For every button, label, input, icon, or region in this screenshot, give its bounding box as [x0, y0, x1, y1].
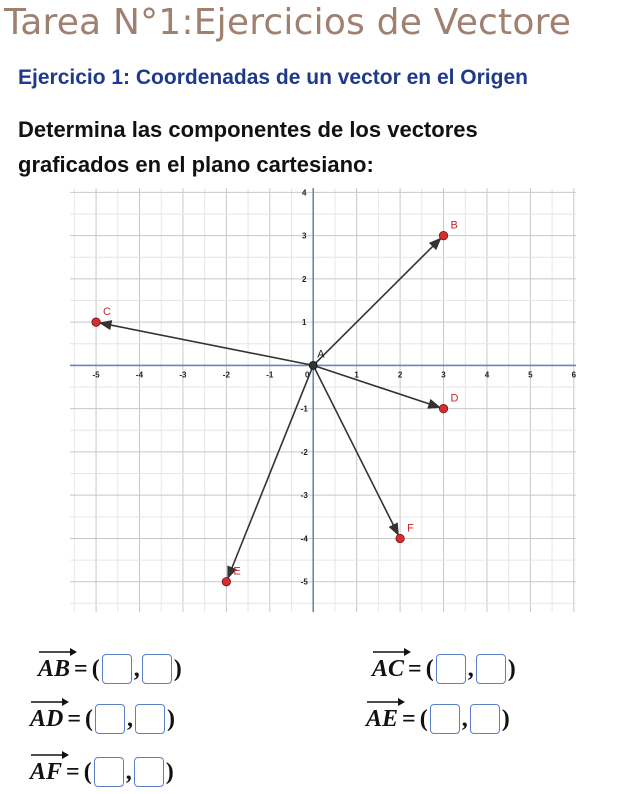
answer-ab-x-input[interactable]: [102, 654, 132, 684]
vector-ad-line: [313, 365, 440, 407]
point-b-label: B: [450, 219, 458, 232]
vector-arrow-icon: [30, 749, 70, 759]
page-title: Tarea N°1:Ejercicios de Vectore: [4, 2, 572, 43]
y-tick-label: 3: [302, 231, 307, 241]
vector-af-label: AF: [30, 759, 62, 786]
answer-row-ae: AE = ( , ): [366, 702, 510, 736]
exercise-subtitle: Ejercicio 1: Coordenadas de un vector en el Origen: [18, 66, 528, 89]
x-tick-label: -1: [266, 370, 274, 380]
answer-row-ac: AC = ( , ): [372, 652, 516, 686]
y-tick-label: 2: [302, 274, 307, 284]
point-f-marker: [396, 534, 404, 542]
answer-ad-y-input[interactable]: [135, 704, 165, 734]
x-tick-label: -5: [92, 370, 100, 380]
vector-ad-label: AD: [30, 706, 63, 733]
vector-af-line: [313, 365, 398, 534]
x-tick-label: -4: [135, 370, 144, 380]
x-tick-label: -3: [179, 370, 187, 380]
answer-row-af: AF = ( , ): [30, 755, 174, 789]
answer-ac-x-input[interactable]: [436, 654, 466, 684]
vector-arrow-icon: [30, 696, 70, 706]
point-f-label: F: [407, 522, 414, 535]
answer-af-y-input[interactable]: [134, 757, 164, 787]
vector-ac-label: AC: [372, 656, 404, 683]
vector-arrow-icon: [38, 646, 78, 656]
vector-arrow-icon: [366, 696, 406, 706]
vector-ab-label: AB: [38, 656, 70, 683]
y-tick-label: 1: [302, 318, 307, 328]
point-e-label: E: [233, 565, 241, 578]
answer-ab-y-input[interactable]: [142, 654, 172, 684]
answer-ac-y-input[interactable]: [476, 654, 506, 684]
origin-point-label: A: [317, 348, 325, 361]
y-tick-label: 4: [302, 188, 307, 198]
answer-ae-y-input[interactable]: [470, 704, 500, 734]
y-tick-label: -4: [300, 534, 308, 544]
answer-ae-x-input[interactable]: [430, 704, 460, 734]
instruction-line-2: graficados en el plano cartesiano:: [18, 152, 374, 177]
y-tick-label: -3: [300, 491, 308, 501]
x-tick-label: 2: [397, 370, 403, 380]
cartesian-plane-chart: [70, 188, 576, 612]
answer-ad-x-input[interactable]: [95, 704, 125, 734]
x-tick-label: 0: [305, 370, 310, 380]
point-d-label: D: [450, 392, 459, 405]
point-e-marker: [222, 578, 230, 586]
point-d-marker: [439, 404, 447, 412]
x-tick-label: 4: [484, 370, 490, 380]
answer-row-ad: AD = ( , ): [30, 702, 175, 736]
point-c-label: C: [103, 306, 112, 319]
x-tick-label: 3: [441, 370, 446, 380]
vector-arrow-icon: [372, 646, 412, 656]
answer-af-x-input[interactable]: [94, 757, 124, 787]
y-tick-label: -5: [300, 577, 308, 587]
x-tick-label: 6: [571, 370, 576, 380]
y-tick-label: -1: [300, 404, 308, 414]
x-tick-label: 5: [528, 370, 533, 380]
vector-ae-line: [228, 365, 313, 578]
y-tick-label: -2: [300, 447, 308, 457]
instruction-text: [18, 112, 618, 182]
vector-ae-label: AE: [366, 706, 398, 733]
answer-row-ab: AB = ( , ): [38, 652, 182, 686]
origin-point-marker: [309, 361, 317, 369]
x-tick-label: -2: [222, 370, 230, 380]
instruction-line-1: Determina las componentes de los vectores: [18, 117, 478, 142]
point-b-marker: [439, 231, 447, 239]
point-c-marker: [92, 318, 100, 326]
x-tick-label: 1: [354, 370, 359, 380]
